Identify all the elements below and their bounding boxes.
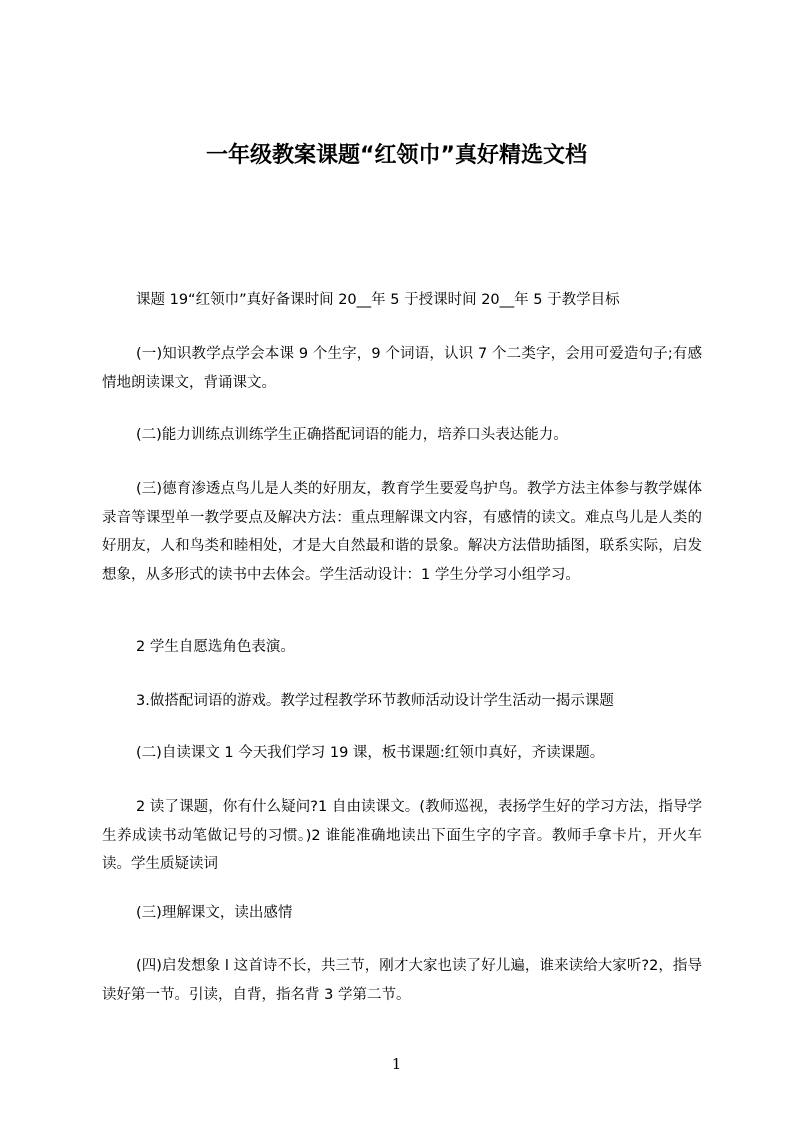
paragraph-moral-education: (三)德育渗透点鸟儿是人类的好朋友，教育学生要爱鸟护鸟。教学方法主体参与教学媒体录音等课型单一教学要点及解决方法：重点理解课文内容，有感情的读文。难点鸟儿是人类的好朋友，人和鸟类和睦相处，才是大自然最和谐的景象。解决方法借助插图，联系实际，启发想象，从多形式的读书中去体会。学生活动设计：1 学生分学习小组学习。 [102,481,702,583]
page-number: 1 [391,1055,402,1073]
paragraph-self-reading: (二)自读课文 1 今天我们学习 19 课，板书课题:红领巾真好，齐读课题。 [136,745,605,761]
paragraph-understanding: (三)理解课文，读出感情 [136,905,293,921]
paragraph-ability-goals: (二)能力训练点训练学生正确搭配词语的能力，培养口头表达能力。 [136,427,568,443]
document-title: 一年级教案课题“红领巾”真好精选文档 [206,143,587,168]
paragraph-imagination: (四)启发想象 l 这首诗不长，共三节，刚才大家也读了好儿遍，谁来读给大家听?2，指导读好第一节。引读，自背，指名背 3 学第二节。 [102,958,702,1003]
paragraph-role-play: 2 学生自愿选角色表演。 [136,639,295,655]
paragraph-word-game: 3.做搭配词语的游戏。教学过程教学环节教师活动设计学生活动一揭示课题 [136,693,614,709]
paragraph-knowledge-goals: (一)知识教学点学会本课 9 个生字，9 个词语，认识 7 个二类字，会用可爱造句子;有感情地朗读课文，背诵课文。 [102,346,702,391]
paragraph-questions: 2 读了课题，你有什么疑问?1 自由读课文。(教师巡视，表扬学生好的学习方法，指导学生养成读书动笔做记号的习惯。)2 谁能准确地读出下面生字的字音。教师手拿卡片，开火车读。学生质疑读词 [102,799,702,872]
paragraph-lesson-header: 课题 19“红领巾”真好备课时间 20__年 5 于授课时间 20__年 5 于教学目标 [136,292,620,308]
